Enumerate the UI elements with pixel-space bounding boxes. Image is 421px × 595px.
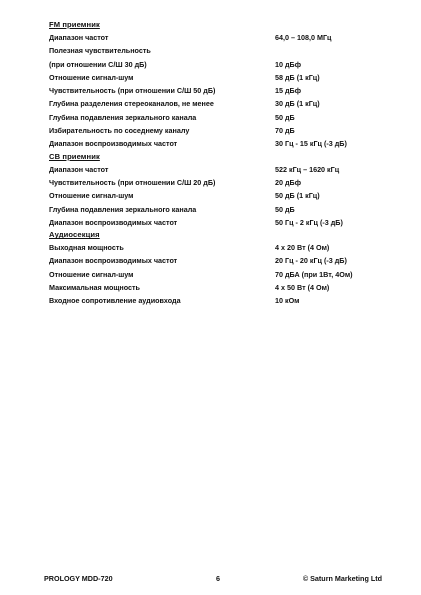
spec-row [49,281,379,294]
spec-label: Диапазон воспроизводимых частот [49,256,178,266]
spec-row [49,84,379,97]
spec-label: Диапазон воспроизводимых частот [49,217,178,227]
spec-row [49,71,379,84]
spec-label: Глубина подавления зеркального канала [49,204,197,214]
spec-value: 58 дБ (1 кГц) [275,72,320,82]
spec-row [49,44,379,57]
spec-label: Чувствительность (при отношении С/Ш 50 дБ) [49,86,216,96]
spec-row [49,124,379,137]
spec-row [49,241,379,254]
spec-value: 20 Гц - 20 кГц (-3 дБ) [275,256,347,266]
spec-row [49,294,379,307]
section-fm-receiver [49,19,379,151]
spec-value: 64,0 – 108,0 МГц [275,33,332,42]
page-number: 6 [216,574,220,583]
footer-copyright: © Saturn Marketing Ltd [302,574,382,583]
spec-row [49,31,379,44]
spec-label: Отношение сигнал-шум [49,72,134,82]
section-title: СВ приемник [49,151,100,161]
spec-value: 4 x 50 Вт (4 Ом) [275,283,330,293]
spec-label: Диапазон частот [49,164,109,174]
spec-label: Глубина разделения стереоканалов, не менее [49,99,214,109]
spec-row [49,137,379,150]
section-title: Аудиосекция [49,230,100,240]
spec-row [49,58,379,71]
spec-value: 10 кОм [275,296,300,306]
spec-value: 522 кГц – 1620 кГц [275,164,340,174]
section-audio [49,229,379,307]
section-title: FM приемник [49,20,100,29]
spec-value: 15 дБф [275,86,302,96]
spec-label: Глубина подавления зеркального канала [49,112,197,122]
spec-label: Отношение сигнал-шум [49,269,134,279]
spec-label: Выходная мощность [49,243,124,253]
specifications [49,19,379,308]
spec-label: Чувствительность (при отношении С/Ш 20 дБ) [49,177,216,187]
spec-value: 30 дБ (1 кГц) [275,99,320,109]
spec-row [49,268,379,281]
spec-value: 50 Гц - 2 кГц (-3 дБ) [275,217,343,227]
spec-value: 70 дБА (при 1Вт, 4Ом) [275,269,353,279]
spec-label: Максимальная мощность [49,283,140,293]
spec-label: Избирательность по соседнему каналу [49,126,190,136]
spec-label: Отношение сигнал-шум [49,191,134,201]
spec-label: Полезная чувствительность [49,46,151,56]
spec-row [49,176,379,189]
spec-label: Диапазон частот [49,33,109,42]
spec-label: (при отношении С/Ш 30 дБ) [49,59,147,69]
spec-value: 4 x 20 Вт (4 Ом) [275,243,330,253]
spec-row [49,216,379,229]
spec-value: 50 дБ [275,204,295,214]
spec-row [49,189,379,202]
footer-model: PROLOGY MDD-720 [44,574,113,583]
spec-row [49,111,379,124]
spec-label: Диапазон воспроизводимых частот [49,139,178,149]
spec-row [49,97,379,110]
page-footer [44,573,382,585]
spec-value: 20 дБф [275,177,302,187]
section-am-receiver [49,151,379,229]
spec-value: 50 дБ (1 кГц) [275,191,320,201]
spec-value: 10 дБф [275,59,302,69]
spec-label: Входное сопротивление аудиовхода [49,296,181,306]
spec-row [49,203,379,216]
spec-value: 50 дБ [275,112,295,122]
spec-value: 30 Гц - 15 кГц (-3 дБ) [275,139,347,149]
spec-row [49,254,379,267]
spec-value: 70 дБ [275,126,295,136]
spec-row [49,163,379,176]
